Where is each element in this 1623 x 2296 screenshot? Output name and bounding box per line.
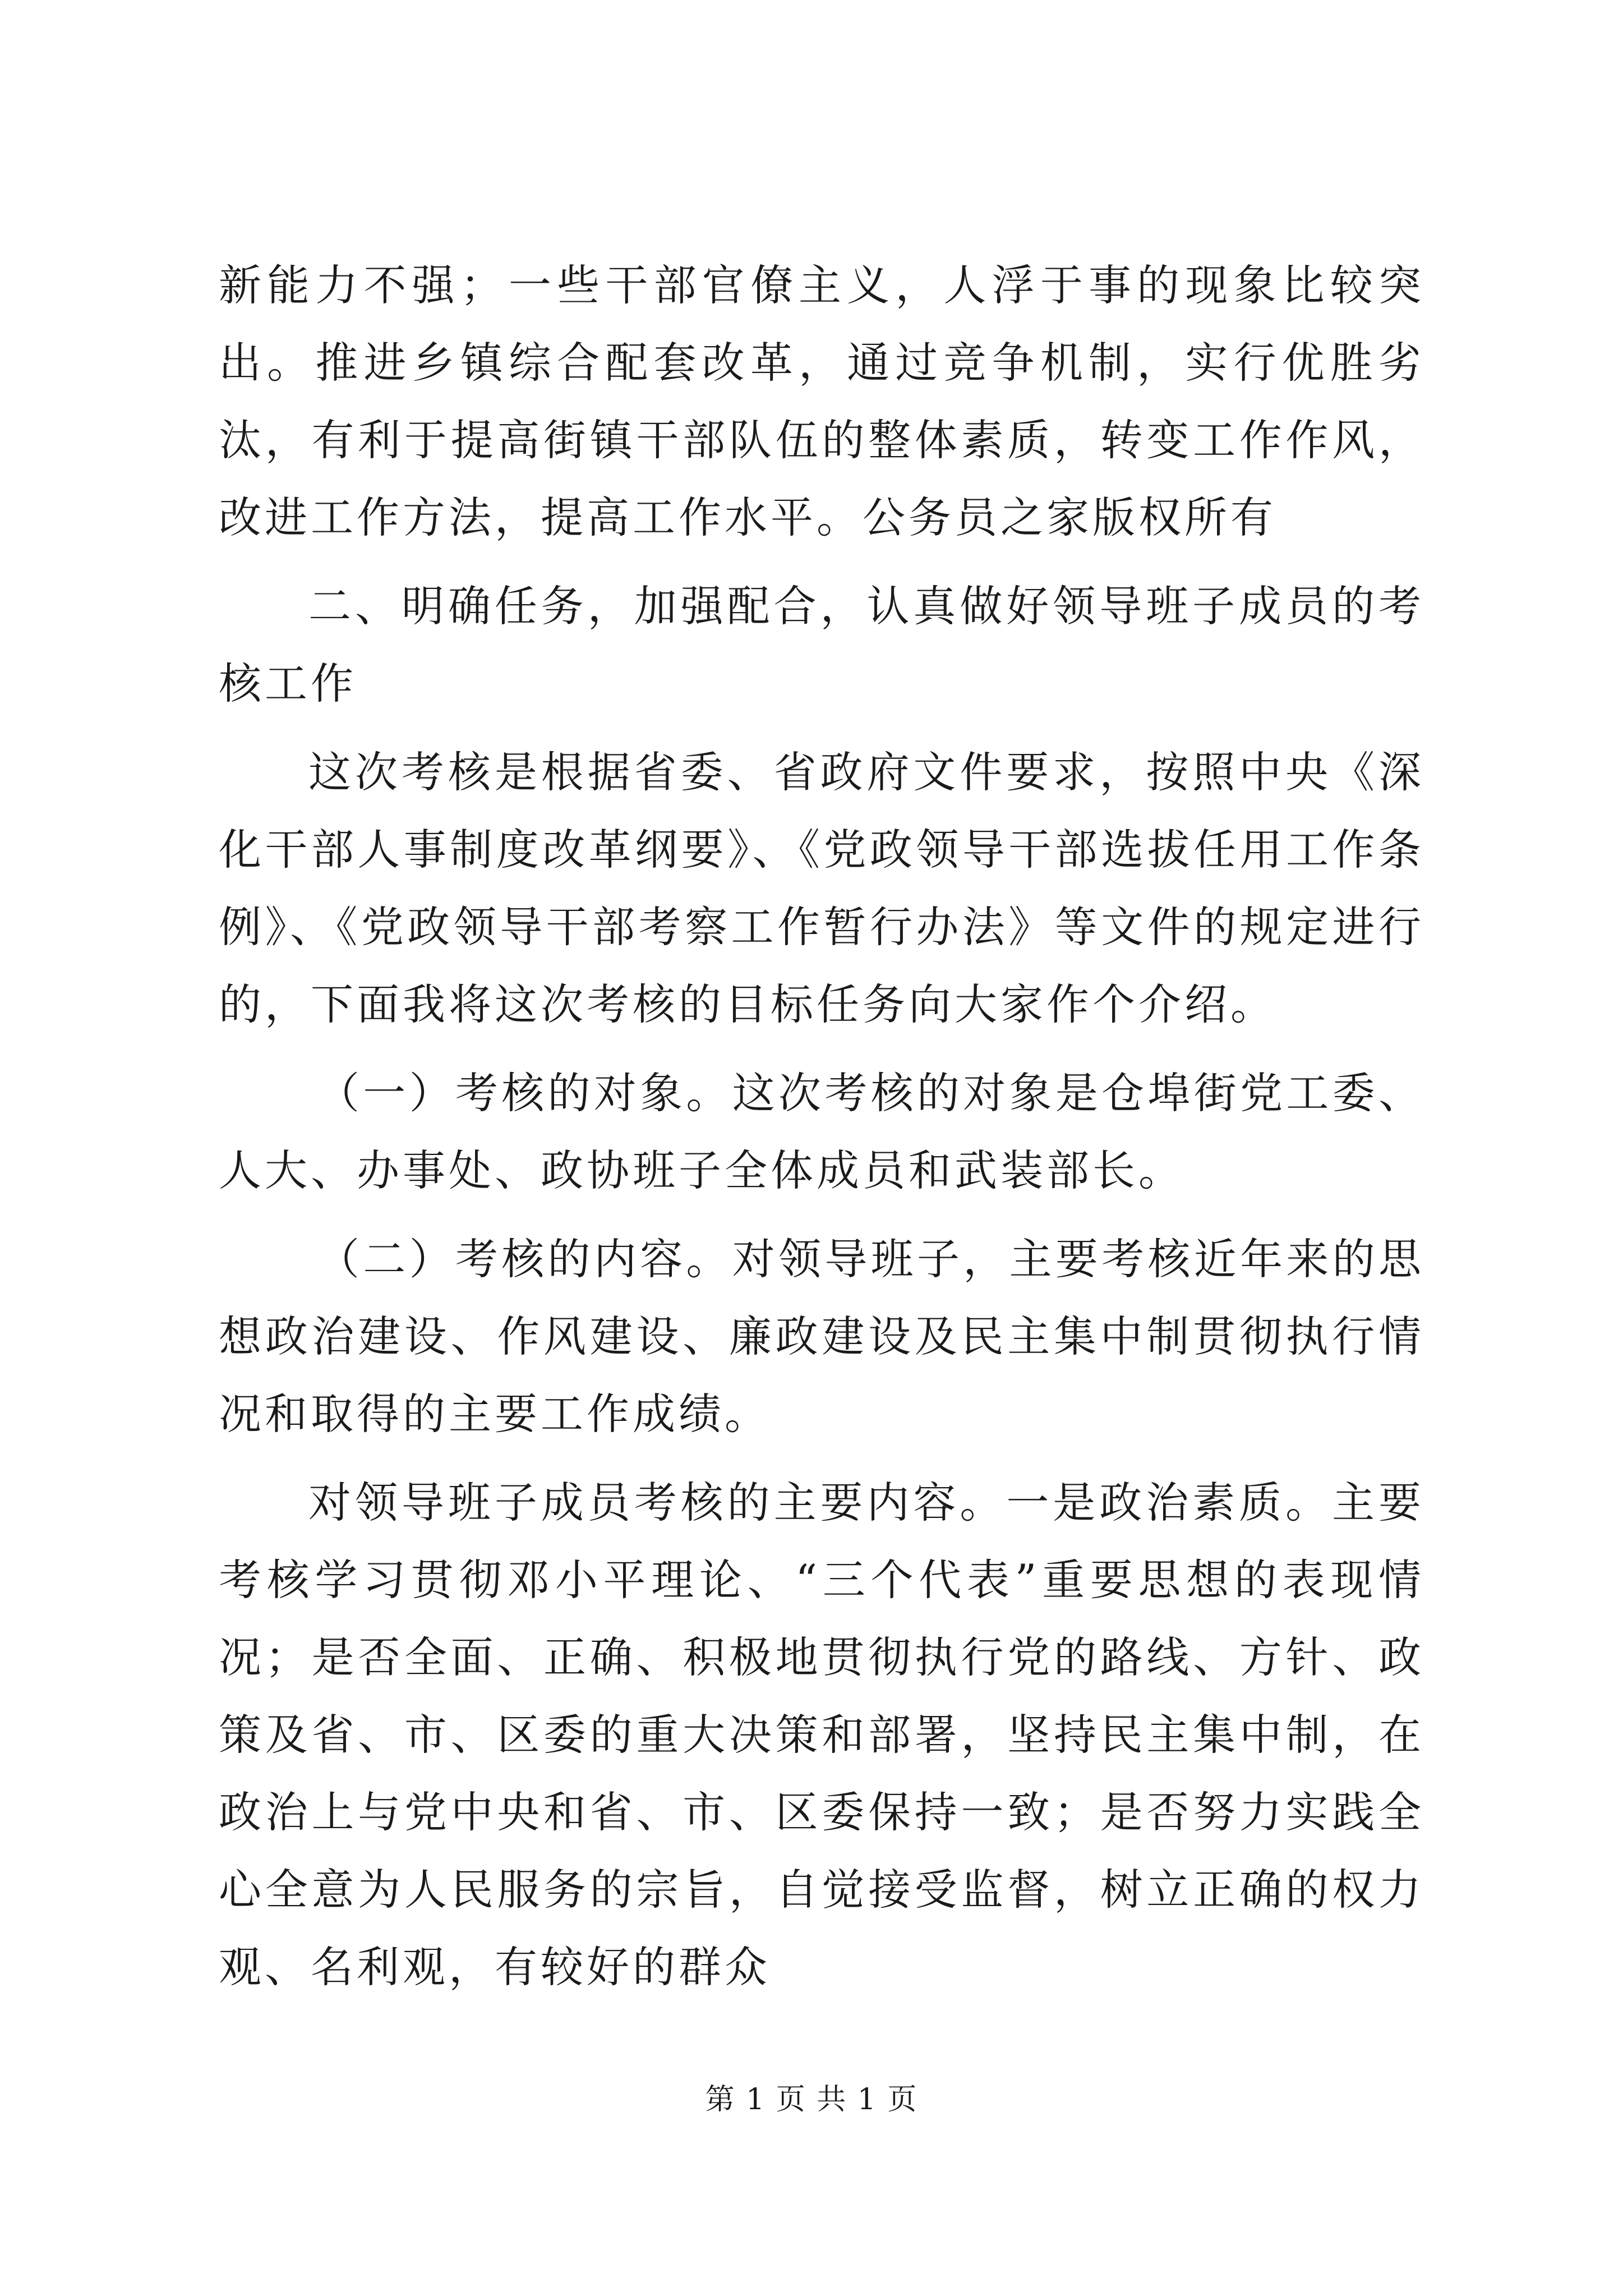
paragraph-gap [219, 1209, 1424, 1221]
paragraph-gap [219, 723, 1424, 734]
paragraph-gap [219, 1453, 1424, 1464]
section-heading: 二、明确任务，加强配合，认真做好领导班子成员的考核工作 [219, 581, 1424, 708]
paragraph-gap [219, 556, 1424, 568]
page-footer: 第 1 页 共 1 页 [705, 2083, 918, 2116]
paragraph-intro: 这次考核是根据省委、省政府文件要求，按照中央《深化干部人事制度改革纲要》、《党政领导干部选拔任用工作条例》、《党政领导干部考察工作暂行办法》等文件的规定进行的，下面我将这次考核的目标任务向大家作个介绍。 [219, 747, 1424, 1029]
paragraph-gap [219, 1043, 1424, 1055]
paragraph-continuation: 新能力不强；一些干部官僚主义，人浮于事的现象比较突出。推进乡镇综合配套改革，通过竞争机制，实行优胜劣汰，有利于提高街镇干部队伍的整体素质，转变工作作风，改进工作方法，提高工作水平。公务员之家版权所有 [219, 260, 1424, 542]
paragraph-item-objects: （一）考核的对象。这次考核的对象是仓埠街党工委、人大、办事处、政协班子全体成员和武装部长。 [219, 1068, 1424, 1195]
paragraph-member-assessment: 对领导班子成员考核的主要内容。一是政治素质。主要考核学习贯彻邓小平理论、“三个代表”重要思想的表现情况；是否全面、正确、积极地贯彻执行党的路线、方针、政策及省、市、区委的重大决策和部署，坚持民主集中制，在政治上与党中央和省、市、区委保持一致；是否努力实践全心全意为人民服务的宗旨，自觉接受监督，树立正确的权力观、名利观，有较好的群众 [219, 1478, 1424, 1992]
document-body [219, 247, 1424, 2006]
paragraph-item-content: （二）考核的内容。对领导班子，主要考核近年来的思想政治建设、作风建设、廉政建设及民主集中制贯彻执行情况和取得的主要工作成绩。 [219, 1234, 1424, 1439]
